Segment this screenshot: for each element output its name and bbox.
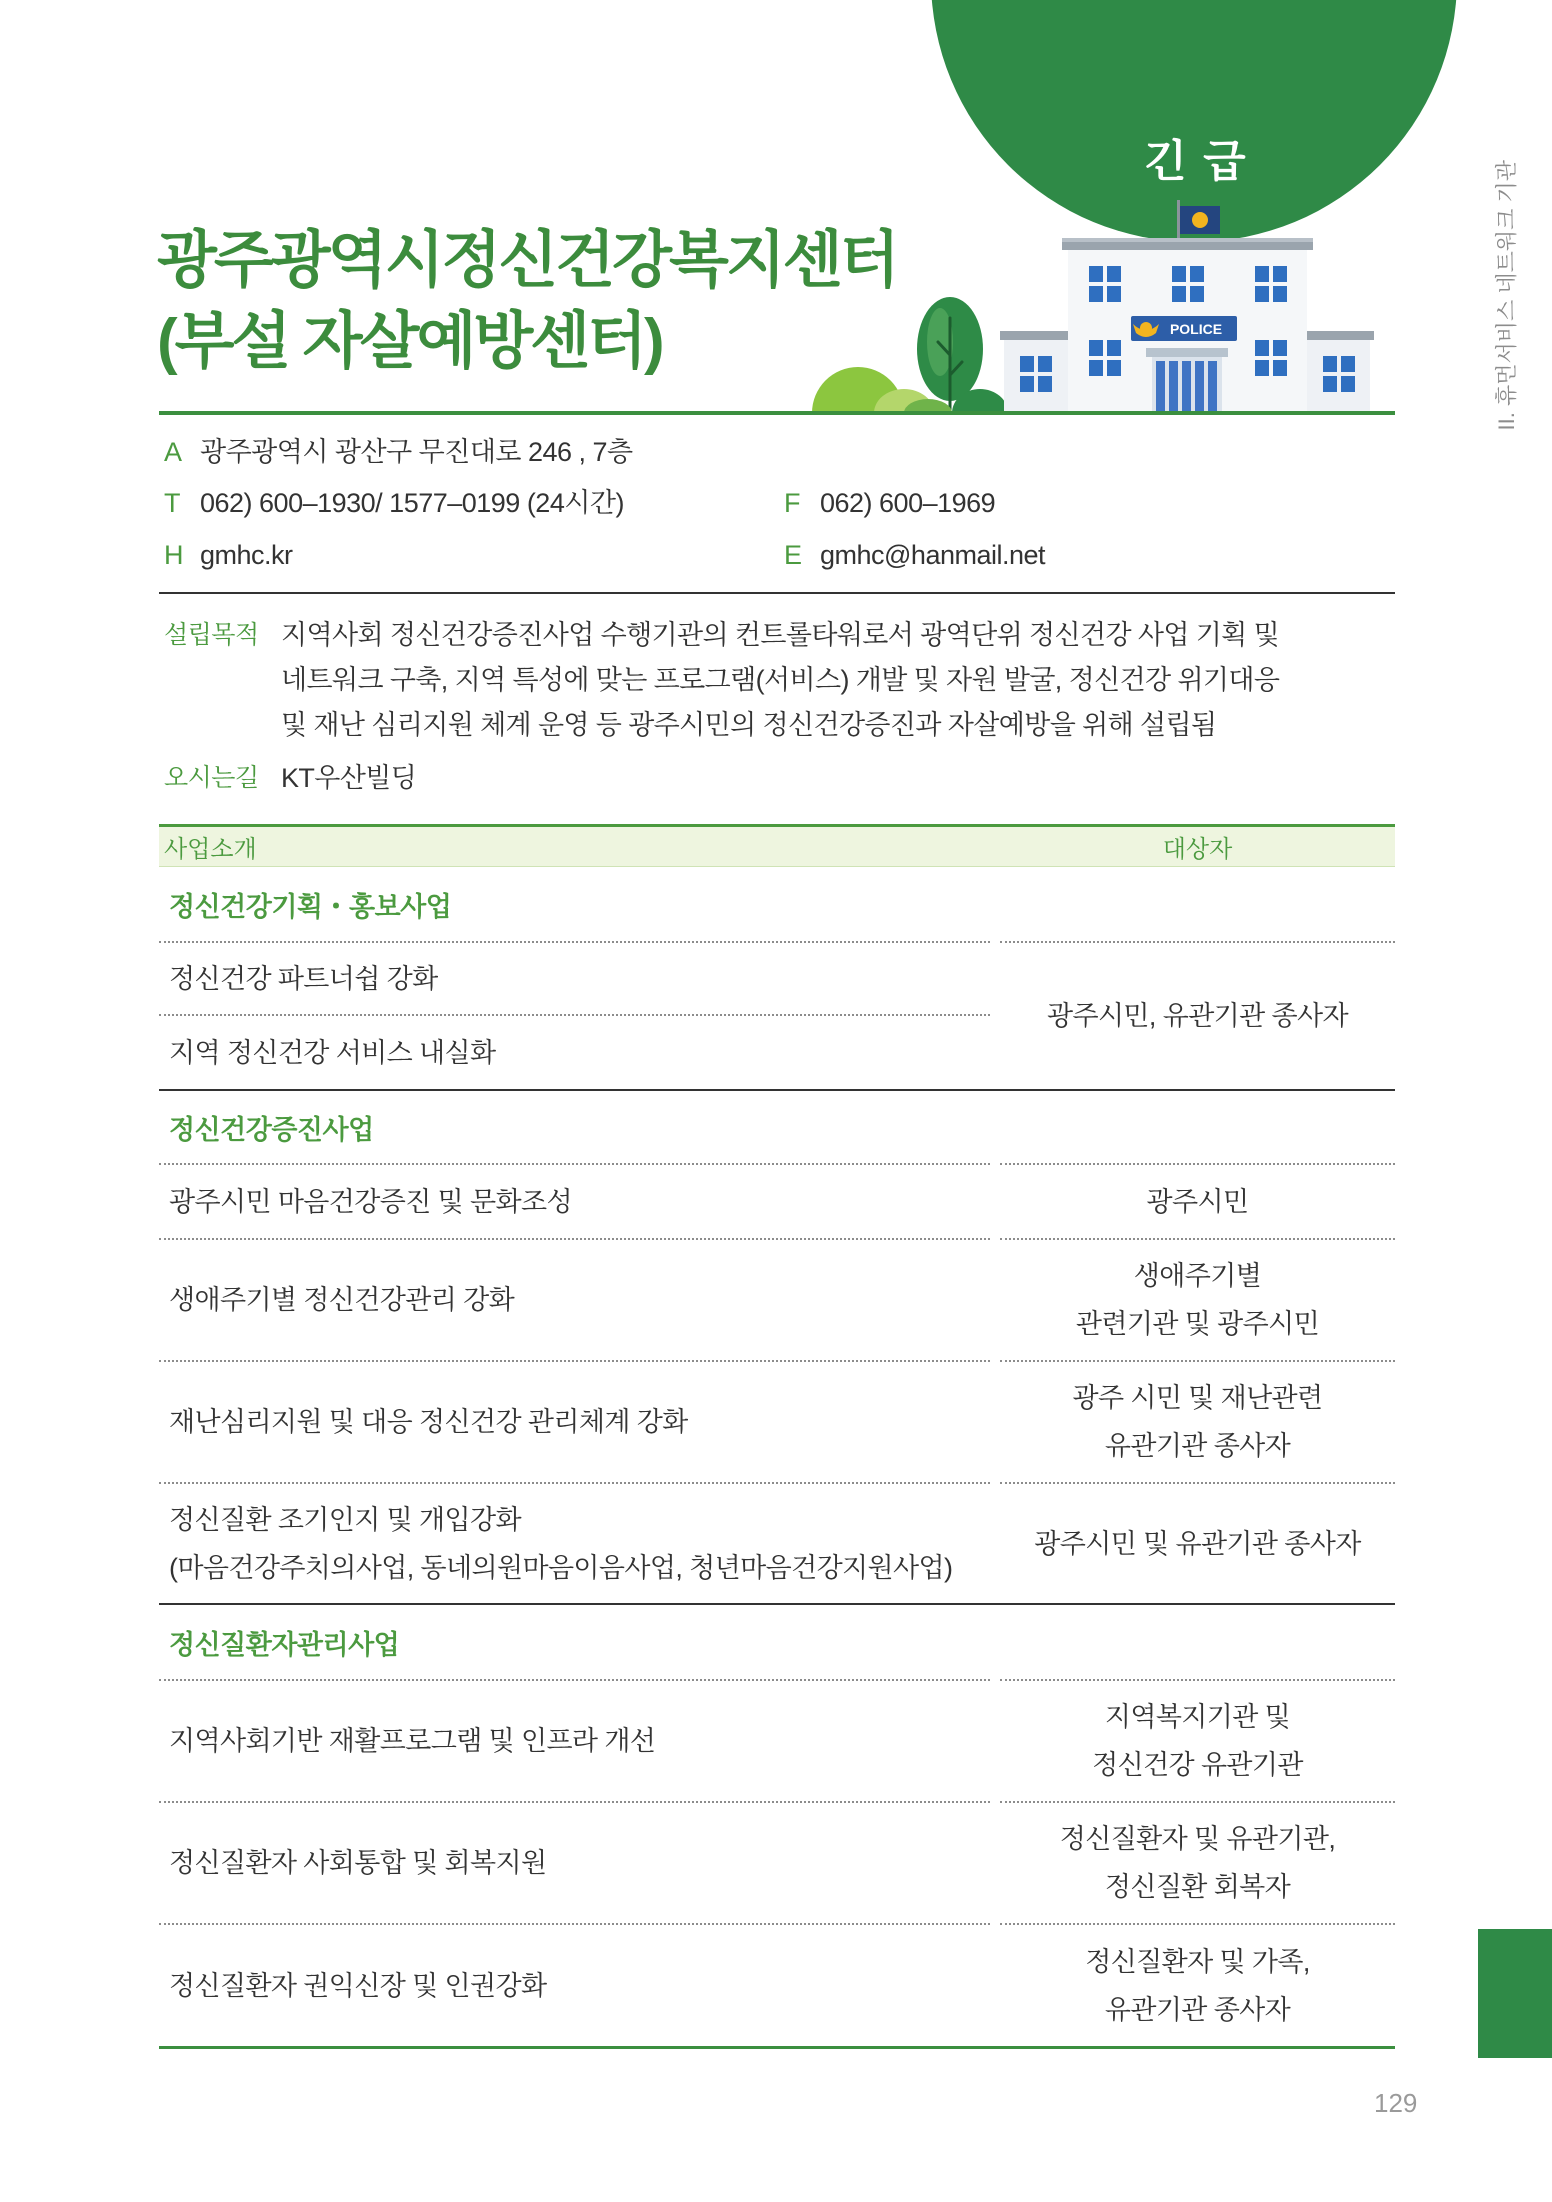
program-text: 정신질환 조기인지 및 개입강화: [169, 1504, 521, 1535]
chapter-side-label: II. 휴먼서비스 네트워크 기관: [1494, 160, 1519, 431]
directions-row: [164, 756, 416, 801]
target-cell: [1000, 941, 1395, 1089]
purpose-line: 및 재난 심리지원 체계 운영 등 광주시민의 정신건강증진과 자살예방을 위해 설립됨: [281, 710, 1217, 740]
page-title: [157, 220, 897, 382]
purpose-line: 네트워크 구축, 지역 특성에 맞는 프로그램(서비스) 개발 및 자원 발굴, 정신건강 위기대응: [281, 665, 1280, 695]
left-wing-roof: [1000, 331, 1072, 340]
program-text: 정신질환자 권익신장 및 인권강화: [169, 1970, 547, 2001]
homepage-line: [164, 537, 293, 573]
email-key: E: [784, 540, 802, 570]
target-cell: [1000, 1801, 1395, 1923]
police-station-illustration: [800, 190, 1400, 413]
program-text: 재난심리지원 및 대응 정신건강 관리체계 강화: [169, 1407, 688, 1437]
email-line: [784, 537, 1045, 573]
emergency-label: 긴 급: [1144, 137, 1248, 186]
program-cell: [159, 1163, 990, 1238]
police-badge-icon: [1140, 322, 1152, 334]
target-text: 정신건강 유관기관: [1092, 1750, 1303, 1780]
target-text: 광주시민, 유관기관 종사자: [1046, 1001, 1348, 1031]
entrance-column: [1182, 361, 1191, 413]
email-value: gmhc@hanmail.net: [820, 540, 1046, 570]
program-text: 정신질환자 사회통합 및 회복지원: [169, 1848, 547, 1878]
chapter-tab: [1478, 1929, 1552, 2058]
entrance-column: [1169, 361, 1178, 413]
program-cell: [159, 1014, 990, 1089]
fax-key: F: [784, 488, 800, 518]
target-text: 광주 시민 및 재난관련: [1072, 1383, 1323, 1413]
target-text: 정신질환자 및 가족,: [1085, 1946, 1310, 1977]
section-body: [159, 941, 1395, 1089]
program-subtext: (마음건강주치의사업, 동네의원마음이음사업, 청년마음건강지원사업): [169, 1552, 953, 1583]
program-text: 지역사회기반 재활프로그램 및 인프라 개선: [169, 1726, 656, 1756]
title-line-1: 광주광역시정신건강복지센터: [157, 226, 897, 295]
address-line: [164, 434, 633, 470]
address-value: 광주광역시 광산구 무진대로 246 , 7층: [200, 437, 633, 467]
homepage-value: gmhc.kr: [200, 540, 293, 570]
target-cell: [1000, 1482, 1395, 1603]
target-text: 유관기관 종사자: [1104, 1431, 1291, 1461]
program-text: 생애주기별 정신건강관리 강화: [169, 1285, 515, 1315]
target-cell: [1000, 1360, 1395, 1482]
purpose-row: [164, 613, 1279, 748]
program-cell: [159, 1801, 990, 1923]
target-cell: [1000, 1923, 1395, 2046]
entrance-column: [1195, 361, 1204, 413]
target-text: 광주시민 및 유관기관 종사자: [1034, 1528, 1361, 1559]
target-text: 광주시민: [1146, 1186, 1249, 1217]
purpose-text: [281, 613, 1279, 748]
section-title: 정신질환자관리사업: [159, 1603, 1395, 1679]
target-cell: [1000, 1163, 1395, 1238]
program-cell: [159, 1482, 990, 1603]
directions-label: 오시는길: [164, 764, 259, 792]
police-sign-text: POLICE: [1169, 321, 1223, 337]
program-cell: [159, 1360, 990, 1482]
fax-line: [784, 485, 995, 521]
purpose-label: 설립목적: [164, 621, 259, 649]
target-cell: [1000, 1679, 1395, 1801]
program-text: 지역 정신건강 서비스 내실화: [169, 1037, 496, 1068]
tel-line: [164, 485, 624, 521]
section-body: [159, 1679, 1395, 2046]
program-cell: [159, 941, 990, 1014]
purpose-line: 지역사회 정신건강증진사업 수행기관의 컨트롤타워로서 광역단위 정신건강 사업 기획 및: [281, 620, 1280, 650]
target-text: 지역복지기관 및: [1104, 1702, 1291, 1732]
section-title: 정신건강증진사업: [159, 1089, 1395, 1163]
fax-value: 062) 600–1969: [820, 488, 996, 518]
target-text: 유관기관 종사자: [1104, 1994, 1291, 2025]
left-wing: [1004, 340, 1068, 413]
tel-key: T: [164, 488, 180, 518]
section-body: [159, 1163, 1395, 1603]
program-cell: [159, 1238, 990, 1360]
header-target: 대상자: [1162, 836, 1233, 863]
target-text: 정신질환 회복자: [1104, 1872, 1291, 1902]
table-header: [159, 824, 1395, 867]
page-number: 129: [1374, 2088, 1418, 2118]
main-roof-edge: [1062, 238, 1313, 242]
header-divider: [159, 411, 1395, 415]
entrance-canopy: [1146, 348, 1228, 357]
contact-divider: [159, 592, 1395, 594]
program-text: 광주시민 마음건강증진 및 문화조성: [169, 1186, 572, 1217]
entrance-column: [1156, 361, 1165, 413]
homepage-key: H: [164, 540, 183, 570]
program-cell: [159, 1679, 990, 1801]
program-cell: [159, 1923, 990, 2046]
header-program: 사업소개: [164, 836, 257, 863]
table-bottom-rule: [159, 2046, 1395, 2049]
target-text: 정신질환자 및 유관기관,: [1059, 1824, 1336, 1854]
target-cell: [1000, 1238, 1395, 1360]
program-text: 정신건강 파트너쉽 강화: [169, 963, 438, 994]
address-key: A: [164, 437, 182, 467]
directions-value: KT우산빌딩: [281, 763, 417, 793]
title-line-2: (부설 자살예방센터): [157, 307, 662, 376]
target-text: 관련기관 및 광주시민: [1075, 1309, 1320, 1339]
entrance-column: [1208, 361, 1217, 413]
right-wing-roof: [1303, 331, 1374, 340]
tel-value: 062) 600–1930/ 1577–0199 (24시간): [200, 488, 624, 518]
flag-badge-icon: [1192, 212, 1208, 228]
target-text: 생애주기별: [1133, 1261, 1262, 1291]
section-title: 정신건강기획・홍보사업: [169, 891, 452, 922]
program-table: [159, 824, 1395, 2049]
right-wing: [1307, 340, 1370, 413]
